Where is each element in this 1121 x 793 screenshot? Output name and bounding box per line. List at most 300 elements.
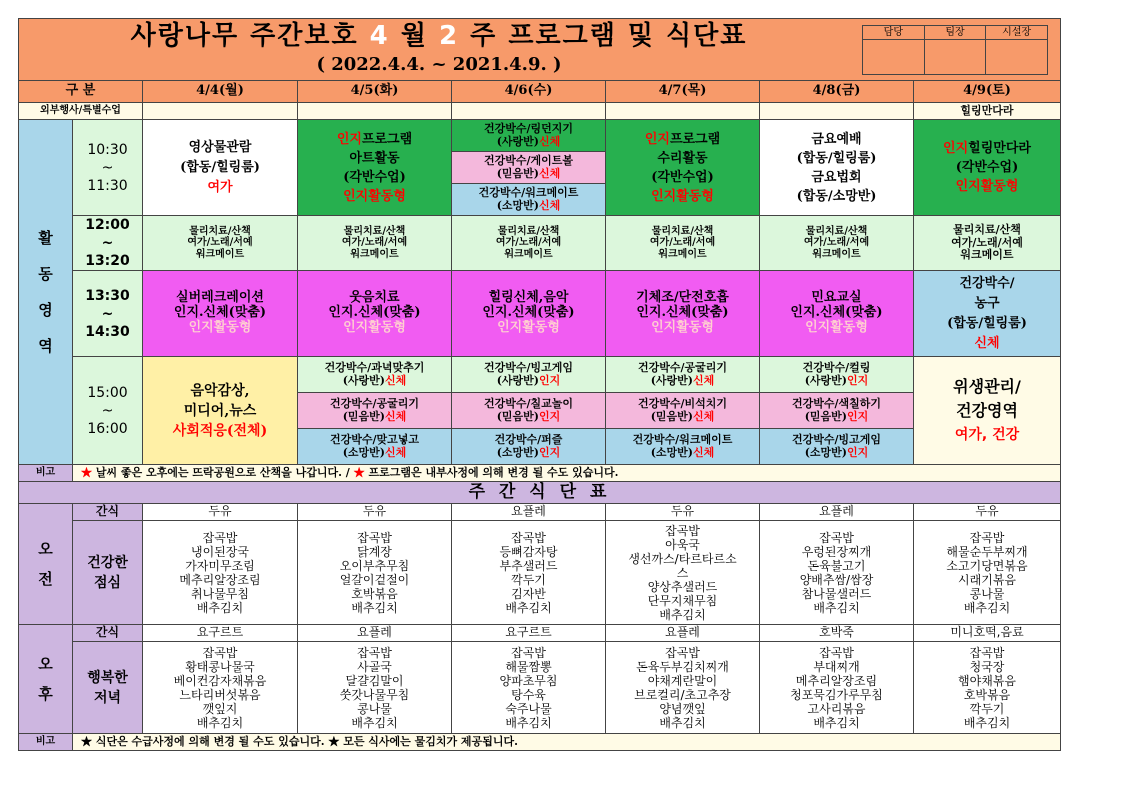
class-slot <box>606 393 759 429</box>
class-slot <box>760 357 913 393</box>
program-type: 인지활동형 <box>343 319 406 335</box>
meal-label-line: 점심 <box>93 574 122 591</box>
program-type: 인지활동형 <box>343 188 406 204</box>
program-line: 영상물관람 <box>188 139 252 155</box>
dish: 닭계장 <box>357 544 392 559</box>
routine-line: 여가/노래/서예 <box>341 237 408 249</box>
routine-line: 워크메이트 <box>504 248 553 260</box>
morning-section-label <box>19 504 73 625</box>
program-line: 프로그램 <box>361 131 413 147</box>
program-type: 인지활동형 <box>188 319 252 335</box>
dish: 잡곡밥 <box>357 645 392 660</box>
program-type: 인지활동형 <box>805 319 868 335</box>
program-line: 건강박수/퍼즐 <box>494 432 563 446</box>
program-line: 아트활동 <box>349 150 400 166</box>
dish: 메추리알장조림 <box>795 673 878 688</box>
note-text <box>73 465 1061 482</box>
dish: 배추김치 <box>659 607 706 622</box>
day-header: 4/5(화) <box>298 81 452 103</box>
class-slot <box>606 357 759 393</box>
dish: 깍두기 <box>511 572 546 587</box>
program-type: 인지 <box>847 445 869 459</box>
time-end: 16:00 <box>87 420 128 437</box>
class-name: (사랑반) <box>342 373 386 387</box>
time-end: 14:30 <box>85 323 130 340</box>
class-slot <box>452 393 605 429</box>
program-fri-pm <box>760 271 914 357</box>
class-name: (사랑반) <box>804 373 848 387</box>
time-slot <box>73 216 143 271</box>
dish: 양배추쌈/쌈장 <box>799 572 874 587</box>
program-line: (각반수업) <box>343 169 406 185</box>
program-line: 인지.신체(맞춤) <box>790 305 883 321</box>
time-start: 12:00 <box>85 217 130 233</box>
program-line: 건강박수/워크메이트 <box>478 185 579 199</box>
program-type: 인지 <box>847 373 869 387</box>
program-type: 사회적응(전체) <box>172 422 268 439</box>
dish: 배추김치 <box>813 600 860 615</box>
meal-label <box>73 521 143 625</box>
daily-routine <box>452 216 606 271</box>
daily-routine <box>143 216 298 271</box>
class-name: (사랑반) <box>496 134 540 148</box>
routine-line: 물리치료/산책 <box>953 223 1021 237</box>
meal-label-line: 저녁 <box>93 689 122 706</box>
program-line: (합동/소망반) <box>796 188 877 204</box>
program-line: 웃음치료 <box>349 290 400 306</box>
daily-routine-sat <box>914 216 1061 271</box>
meal-cell <box>298 521 452 625</box>
program-line: 건강박수/빙고게임 <box>791 432 882 446</box>
meal-cell <box>452 521 606 625</box>
snack-cell: 요플레 <box>452 504 606 521</box>
dish: 깍두기 <box>969 701 1005 716</box>
routine-line: 물리치료/산책 <box>189 225 251 237</box>
approval-box <box>862 25 1048 75</box>
snack-cell: 두유 <box>606 504 760 521</box>
dish: 고사리볶음 <box>807 701 866 716</box>
dish: 부대찌개 <box>813 659 860 674</box>
program-line: 금요예배 <box>811 131 862 147</box>
dish: 잡곡밥 <box>511 530 546 545</box>
dish: 햄야채볶음 <box>958 673 1016 688</box>
program-type: 인지 <box>847 409 869 423</box>
day-header: 4/7(목) <box>606 81 760 103</box>
program-line: 건강박수/색칠하기 <box>791 396 882 410</box>
dish: 배추김치 <box>505 715 552 730</box>
day-header: 4/4(월) <box>143 81 298 103</box>
program-thu-late <box>606 357 760 465</box>
program-line: 건강박수/워크메이트 <box>632 432 733 446</box>
program-wed <box>452 120 606 216</box>
class-name: (소망반) <box>342 445 386 459</box>
program-mon <box>143 120 298 216</box>
program-line: (합동/힐링룸) <box>947 315 1027 331</box>
special-cell <box>760 103 914 120</box>
dish: 배추김치 <box>659 715 706 730</box>
dish: 돈육두부김치찌개 <box>636 659 729 674</box>
dish: 배추김치 <box>196 600 244 615</box>
dish: 양념깻잎 <box>659 701 706 716</box>
snack-label: 간식 <box>73 625 143 642</box>
title-month-label: 월 <box>400 21 428 51</box>
snack-cell: 요구르트 <box>143 625 298 642</box>
class-name: (믿음반) <box>804 409 848 423</box>
time-end: 13:20 <box>85 253 130 269</box>
program-mon-pm <box>143 271 298 357</box>
program-mon-late <box>143 357 298 465</box>
class-slot <box>760 393 913 429</box>
section-char: 오 <box>38 655 53 673</box>
daily-routine <box>298 216 452 271</box>
program-tue-pm <box>298 271 452 357</box>
snack-cell: 미니호떡,음료 <box>914 625 1061 642</box>
activity-section-label <box>19 120 73 465</box>
routine-line: 물리치료/산책 <box>805 225 868 237</box>
title-banner <box>19 19 1061 81</box>
time-sep: ~ <box>101 235 114 251</box>
program-type: 신체 <box>693 445 715 459</box>
meal-cell <box>914 521 1061 625</box>
program-type: 신체 <box>539 166 561 180</box>
title-rest: 주 프로그램 및 식단표 <box>470 21 748 51</box>
section-char: 역 <box>38 337 53 355</box>
class-split <box>298 357 451 464</box>
program-type: 신체 <box>539 134 561 148</box>
time-end: 11:30 <box>87 177 128 194</box>
time-slot <box>73 271 143 357</box>
program-tue-late <box>298 357 452 465</box>
program-type: 신체 <box>974 335 1000 351</box>
dish: 생선까스/타르타르소 <box>628 551 737 566</box>
dish: 잡곡밥 <box>202 645 238 660</box>
class-slot <box>452 357 605 393</box>
special-label: 외부행사/특별수업 <box>19 103 143 120</box>
dish: 잡곡밥 <box>202 530 238 545</box>
program-line: (합동/힐링룸) <box>796 150 877 166</box>
meal-label-line: 행복한 <box>87 669 128 686</box>
time-start: 15:00 <box>87 384 128 401</box>
gubun-header: 구 분 <box>19 81 143 103</box>
dish: 배추김치 <box>351 715 398 730</box>
dish: 달걀김말이 <box>345 673 404 688</box>
dish: 배추김치 <box>963 715 1011 730</box>
meal-cell <box>452 642 606 734</box>
snack-cell: 두유 <box>298 504 452 521</box>
period: ( 2022.4.4. ~ 2021.4.9. ) <box>316 54 562 75</box>
daily-routine <box>606 216 760 271</box>
program-tag: 인지 <box>336 131 362 147</box>
dish: 배추김치 <box>196 715 244 730</box>
dish: 잡곡밥 <box>665 645 700 660</box>
class-split <box>452 357 605 464</box>
program-line: 건강박수/링던지기 <box>483 121 574 135</box>
program-line: 인지.신체(맞춤) <box>482 305 575 321</box>
class-slot <box>452 120 605 152</box>
dish: 잡곡밥 <box>819 645 854 660</box>
afternoon-section-label <box>19 625 73 734</box>
meal-cell <box>298 642 452 734</box>
meal-cell <box>914 642 1061 734</box>
weekly-schedule-sheet <box>18 18 1060 751</box>
section-char: 후 <box>38 685 53 703</box>
snack-label: 간식 <box>73 504 143 521</box>
dish: 브로컬리/초고추장 <box>634 687 731 702</box>
routine-line: 워크메이트 <box>960 248 1014 262</box>
title-week: 2 <box>439 21 460 51</box>
program-line: 힐링만다라 <box>968 141 1031 156</box>
meal-label <box>73 642 143 734</box>
routine-line: 물리치료/산책 <box>651 225 714 237</box>
special-sat: 힐링만다라 <box>914 103 1061 120</box>
dish: 호박볶음 <box>963 687 1011 702</box>
schedule-table <box>18 18 1061 751</box>
dish: 느타리버섯볶음 <box>179 687 261 702</box>
dish: 숙주나물 <box>505 701 552 716</box>
routine-line: 여가/노래/서예 <box>649 237 716 249</box>
dish: 해물짬뽕 <box>505 659 552 674</box>
dish: 배추김치 <box>351 600 398 615</box>
dish: 우렁된장찌개 <box>801 544 872 559</box>
special-cell <box>606 103 760 120</box>
dish: 탕수육 <box>511 687 546 702</box>
dish: 호박볶음 <box>351 586 398 601</box>
meal-cell <box>606 521 760 625</box>
dish: 참나물샐러드 <box>801 586 872 601</box>
snack-cell: 요구르트 <box>452 625 606 642</box>
section-char: 동 <box>38 265 53 283</box>
routine-line: 워크메이트 <box>195 248 245 260</box>
program-line: 인지.신체(맞춤) <box>173 305 267 321</box>
program-type: 신체 <box>385 445 407 459</box>
dish: 야채계란말이 <box>647 673 718 688</box>
class-name: (사랑반) <box>496 373 540 387</box>
program-wed-late <box>452 357 606 465</box>
dish: 쑷갓나물무침 <box>339 687 410 702</box>
class-slot <box>298 429 451 465</box>
class-name: (소망반) <box>804 445 848 459</box>
program-line: 건강박수/과녁맞추기 <box>324 360 425 374</box>
approval-sign-slot <box>924 40 986 75</box>
program-type: 인지활동형 <box>955 179 1019 194</box>
title-month: 4 <box>369 21 390 51</box>
time-start: 13:30 <box>85 287 130 304</box>
routine-line: 워크메이트 <box>812 248 861 260</box>
page-title <box>19 22 859 52</box>
dish: 황태콩나물국 <box>185 659 255 674</box>
program-line: 건강영역 <box>956 400 1018 420</box>
routine-line: 여가/노래/서예 <box>495 237 562 249</box>
program-type: 신체 <box>693 373 715 387</box>
note-line: 날씨 좋은 오후에는 뜨락공원으로 산책을 나갑니다. / <box>95 465 350 479</box>
dish: 등뼈감자탕 <box>499 544 558 559</box>
dish: 양상추샐러드 <box>647 579 718 594</box>
routine-line: 여가/노래/서예 <box>951 235 1023 249</box>
snack-cell: 요플레 <box>298 625 452 642</box>
program-line: 힐링신체,음악 <box>488 290 569 306</box>
note-label: 비고 <box>19 734 73 751</box>
meal-cell <box>606 642 760 734</box>
program-type: 인지활동형 <box>497 319 560 335</box>
approval-sign-slot <box>863 40 925 75</box>
program-line: 건강박수/ <box>959 275 1015 291</box>
program-type: 신체 <box>385 373 407 387</box>
program-type: 신체 <box>385 409 407 423</box>
program-type: 신체 <box>693 409 715 423</box>
day-header: 4/6(수) <box>452 81 606 103</box>
class-name: (믿음반) <box>342 409 386 423</box>
dish: 배추김치 <box>505 600 552 615</box>
dish: 잡곡밥 <box>357 530 392 545</box>
routine-line: 물리치료/산책 <box>497 225 560 237</box>
program-line: 건강박수/게이트볼 <box>483 153 574 167</box>
program-thu <box>606 120 760 216</box>
program-line: 미디어,뉴스 <box>183 402 257 419</box>
snack-cell: 두유 <box>143 504 298 521</box>
class-slot <box>452 429 605 465</box>
time-sep: ~ <box>101 159 114 176</box>
special-cell <box>298 103 452 120</box>
dish: 사골국 <box>357 659 392 674</box>
routine-line: 워크메이트 <box>350 248 399 260</box>
program-line: 프로그램 <box>669 131 721 147</box>
approval-label: 팀장 <box>924 26 986 40</box>
program-type: 인지 <box>539 409 561 423</box>
dish: 콩나물 <box>969 586 1005 601</box>
dish: 메추리알장조림 <box>179 572 261 587</box>
snack-cell: 두유 <box>914 504 1061 521</box>
dish: 아욱국 <box>665 537 700 552</box>
section-char: 영 <box>38 301 53 319</box>
dish: 베이컨감자채볶음 <box>173 673 267 688</box>
program-line: 위생관리/ <box>953 376 1021 396</box>
dish: 잡곡밥 <box>665 523 700 538</box>
class-slot <box>452 152 605 184</box>
dish: 냉이된장국 <box>191 544 249 559</box>
dish: 김자반 <box>511 586 546 601</box>
program-type: 여가 <box>207 179 233 195</box>
time-sep: ~ <box>101 402 114 419</box>
program-line: (합동/힐링룸) <box>180 159 260 175</box>
program-line: 수리활동 <box>657 150 708 166</box>
approval-label: 시설장 <box>986 26 1048 40</box>
dish: 잡곡밥 <box>511 645 546 660</box>
program-line: 인지.신체(맞춤) <box>328 305 421 321</box>
title-text: 사랑나무 주간보호 <box>130 21 359 51</box>
meal-cell <box>143 642 298 734</box>
class-name: (소망반) <box>496 198 540 212</box>
program-type: 인지활동형 <box>651 319 714 335</box>
note-label: 비고 <box>19 465 73 482</box>
program-line: 인지.신체(맞춤) <box>636 305 729 321</box>
class-slot <box>298 357 451 393</box>
dish: 잡곡밥 <box>969 530 1005 545</box>
menu-title: 주 간 식 단 표 <box>19 482 1061 504</box>
class-split <box>760 357 913 464</box>
class-name: (믿음반) <box>496 166 540 180</box>
program-type: 여가, 건강 <box>954 426 1020 443</box>
program-type: 인지 <box>539 445 561 459</box>
program-sat-pm <box>914 271 1061 357</box>
program-line: 건강박수/컬링 <box>802 360 871 374</box>
program-line: 음악감상, <box>190 382 250 399</box>
program-sat <box>914 120 1061 216</box>
snack-cell: 요플레 <box>606 625 760 642</box>
section-char: 전 <box>38 570 53 588</box>
class-split <box>606 357 759 464</box>
time-slot <box>73 357 143 465</box>
program-tue <box>298 120 452 216</box>
routine-line: 여가/노래/서예 <box>187 237 253 249</box>
routine-line: 여가/노래/서예 <box>803 237 870 249</box>
program-fri-late <box>760 357 914 465</box>
note-text: ★ 식단은 수급사정에 의해 변경 될 수도 있습니다. ★ 모든 식사에는 물김치가 제공됩니다. <box>73 734 1061 751</box>
meal-label-line: 건강한 <box>87 554 128 571</box>
class-slot <box>452 184 605 216</box>
program-line: 실버레크레이션 <box>176 290 264 306</box>
class-name: (믿음반) <box>650 409 694 423</box>
dish: 취나물무침 <box>191 586 249 601</box>
day-header: 4/8(금) <box>760 81 914 103</box>
section-char: 활 <box>38 229 53 247</box>
dish: 소고기당면볶음 <box>946 558 1028 573</box>
class-slot <box>606 429 759 465</box>
program-line: 건강박수/맞고넣고 <box>329 432 420 446</box>
class-name: (사랑반) <box>650 373 694 387</box>
star-icon: ★ <box>353 465 365 479</box>
dish: 스 <box>676 565 689 580</box>
program-line: (각반수업) <box>955 160 1019 175</box>
dish: 부추샐러드 <box>499 558 558 573</box>
meal-cell <box>760 521 914 625</box>
class-split <box>452 120 605 215</box>
daily-routine <box>760 216 914 271</box>
dish: 잡곡밥 <box>819 530 854 545</box>
note-line: 프로그램은 내부사정에 의해 변경 될 수도 있습니다. <box>368 465 619 479</box>
section-char: 오 <box>38 540 53 558</box>
meal-cell <box>760 642 914 734</box>
program-type: 인지 <box>539 373 561 387</box>
meal-cell <box>143 521 298 625</box>
class-name: (믿음반) <box>496 409 540 423</box>
program-line: 민요교실 <box>811 290 862 306</box>
dish: 양파초무침 <box>499 673 558 688</box>
program-line: 농구 <box>974 295 1000 311</box>
dish: 배추김치 <box>963 600 1011 615</box>
program-line: 건강박수/빙고게임 <box>483 360 574 374</box>
dish: 해물순두부찌개 <box>946 544 1028 559</box>
snack-cell: 호박죽 <box>760 625 914 642</box>
program-type: 인지활동형 <box>651 188 714 204</box>
program-tag: 인지 <box>644 131 670 147</box>
program-thu-pm <box>606 271 760 357</box>
class-slot <box>298 393 451 429</box>
program-tag: 인지 <box>943 141 969 156</box>
program-fri <box>760 120 914 216</box>
routine-line: 물리치료/산책 <box>343 225 406 237</box>
program-line: 건강박수/비석치기 <box>637 396 728 410</box>
approval-label: 담당 <box>863 26 925 40</box>
program-type: 신체 <box>539 198 561 212</box>
dish: 시래기볶음 <box>958 572 1016 587</box>
dish: 잡곡밥 <box>969 645 1005 660</box>
dish: 콩나물 <box>357 701 392 716</box>
class-name: (소망반) <box>496 445 540 459</box>
class-slot <box>760 429 913 465</box>
day-header: 4/9(토) <box>914 81 1061 103</box>
program-line: 기체조/단전호흡 <box>636 290 729 306</box>
dish: 오이부추무침 <box>339 558 410 573</box>
